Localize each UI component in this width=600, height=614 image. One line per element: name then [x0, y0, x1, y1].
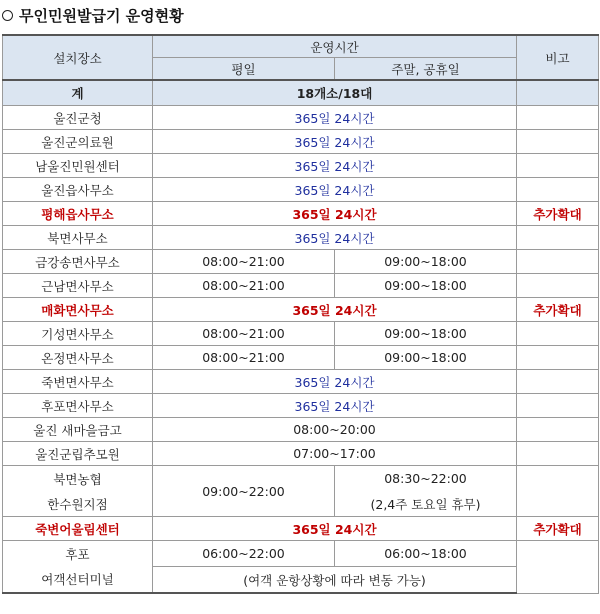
row-note	[517, 250, 599, 274]
row-location: 평해읍사무소	[3, 202, 153, 226]
row-weekend-hours: 09:00~18:00	[335, 250, 517, 274]
page-title-text: 무인민원발급기 운영현황	[19, 6, 184, 25]
row-weekday-hours: 08:00~21:00	[153, 250, 335, 274]
row-note	[517, 394, 599, 418]
row-location: 울진군립추모원	[3, 442, 153, 466]
row-weekday-hours: 06:00~22:00	[153, 541, 335, 567]
row-location: 울진군청	[3, 106, 153, 130]
row-location: 후포면사무소	[3, 394, 153, 418]
row-weekend-hours: 09:00~18:00	[335, 322, 517, 346]
row-location: 죽변어울림센터	[3, 517, 153, 541]
row-note	[517, 178, 599, 202]
page-title	[2, 4, 184, 26]
row-location-cont: 한수원지점	[3, 491, 153, 517]
header-weekday: 평일	[153, 58, 335, 81]
row-weekday-hours: 09:00~22:00	[153, 466, 335, 517]
row-weekend-hours: 08:30~22:00	[335, 466, 517, 492]
table-row	[3, 370, 599, 394]
row-location: 북면농협	[3, 466, 153, 492]
row-location: 울진읍사무소	[3, 178, 153, 202]
row-note: 추가확대	[517, 202, 599, 226]
row-hours: 365일 24시간	[153, 226, 517, 250]
row-note: 추가확대	[517, 298, 599, 322]
row-hours: 365일 24시간	[153, 298, 517, 322]
table-row-highlighted	[3, 202, 599, 226]
row-location: 기성면사무소	[3, 322, 153, 346]
row-weekday-hours: 08:00~21:00	[153, 274, 335, 298]
row-note: 추가확대	[517, 517, 599, 541]
row-hours: 365일 24시간	[153, 202, 517, 226]
row-location: 매화면사무소	[3, 298, 153, 322]
table-row	[3, 274, 599, 298]
table-row-highlighted	[3, 298, 599, 322]
row-weekend-hours: 09:00~18:00	[335, 274, 517, 298]
table-row-highlighted	[3, 517, 599, 541]
row-note	[517, 418, 599, 442]
row-location: 금강송면사무소	[3, 250, 153, 274]
row-note	[517, 346, 599, 370]
row-note	[517, 106, 599, 130]
row-note	[517, 226, 599, 250]
row-hours: 08:00~20:00	[153, 418, 517, 442]
row-location-cont: 여객선터미널	[3, 567, 153, 594]
table-row	[3, 130, 599, 154]
row-location: 울진 새마을금고	[3, 418, 153, 442]
row-hours-remark: (여객 운항상황에 따라 변동 가능)	[153, 567, 517, 594]
row-hours: 365일 24시간	[153, 370, 517, 394]
row-weekend-hours: 06:00~18:00	[335, 541, 517, 567]
row-note	[517, 274, 599, 298]
total-row	[3, 80, 599, 106]
row-location: 북면사무소	[3, 226, 153, 250]
row-hours: 365일 24시간	[153, 517, 517, 541]
row-note	[517, 466, 599, 517]
row-location: 후포	[3, 541, 153, 567]
row-hours: 365일 24시간	[153, 178, 517, 202]
table-row	[3, 418, 599, 442]
row-hours: 365일 24시간	[153, 154, 517, 178]
total-note	[517, 80, 599, 106]
table-row	[3, 466, 599, 492]
row-location: 죽변면사무소	[3, 370, 153, 394]
kiosk-status-table	[2, 34, 599, 594]
table-row	[3, 178, 599, 202]
total-value: 18개소/18대	[153, 80, 517, 106]
table-row	[3, 154, 599, 178]
circle-bullet-icon	[2, 10, 13, 21]
row-note	[517, 154, 599, 178]
row-weekday-hours: 08:00~21:00	[153, 346, 335, 370]
header-hours: 운영시간	[153, 35, 517, 58]
row-location: 근남면사무소	[3, 274, 153, 298]
row-weekday-hours: 08:00~21:00	[153, 322, 335, 346]
row-hours: 365일 24시간	[153, 106, 517, 130]
row-note	[517, 322, 599, 346]
row-location: 울진군의료원	[3, 130, 153, 154]
table-row	[3, 442, 599, 466]
total-label: 계	[3, 80, 153, 106]
row-hours: 365일 24시간	[153, 394, 517, 418]
row-location: 남울진민원센터	[3, 154, 153, 178]
table-row	[3, 226, 599, 250]
header-weekend: 주말, 공휴일	[335, 58, 517, 81]
table-row	[3, 106, 599, 130]
table-row	[3, 322, 599, 346]
row-note	[517, 541, 599, 594]
row-hours: 365일 24시간	[153, 130, 517, 154]
row-location: 온정면사무소	[3, 346, 153, 370]
table-row	[3, 541, 599, 567]
table-row	[3, 394, 599, 418]
table-row	[3, 346, 599, 370]
header-note: 비고	[517, 35, 599, 80]
header-location: 설치장소	[3, 35, 153, 80]
row-note	[517, 442, 599, 466]
row-hours: 07:00~17:00	[153, 442, 517, 466]
table-row	[3, 567, 599, 594]
row-note	[517, 130, 599, 154]
table-row	[3, 250, 599, 274]
row-note	[517, 370, 599, 394]
row-weekend-hours: 09:00~18:00	[335, 346, 517, 370]
row-weekend-remark: (2,4주 토요일 휴무)	[335, 491, 517, 517]
